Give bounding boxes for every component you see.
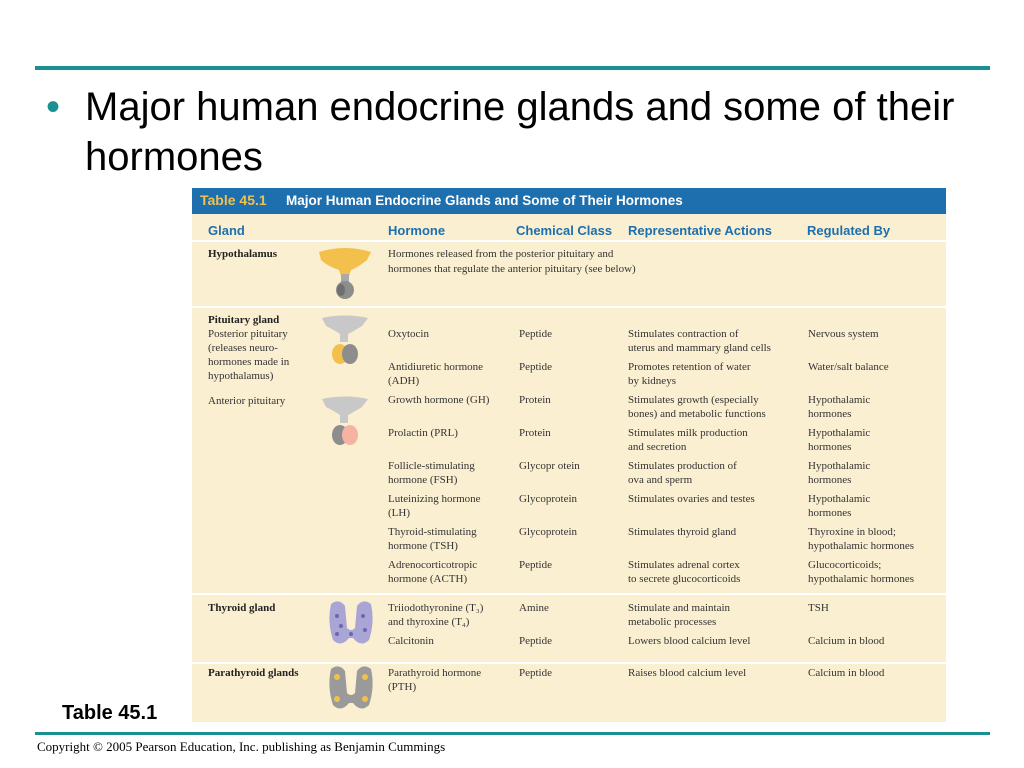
hypothalamus-illustration <box>317 246 373 300</box>
bottom-rule <box>35 732 990 735</box>
posterior-pituitary-label: hormones made in <box>208 356 290 368</box>
table-cell: hormone (ACTH) <box>388 573 468 585</box>
gland-hypothalamus: Hypothalamus <box>208 248 278 260</box>
table-cell: Calcium in blood <box>808 635 885 647</box>
posterior-pituitary-label: (releases neuro- <box>208 342 278 354</box>
divider <box>192 306 946 308</box>
hormone-table <box>192 188 946 722</box>
copyright-notice: Copyright © 2005 Pearson Education, Inc. publishing as Benjamin Cummings <box>37 739 446 754</box>
parathyroid-illustration <box>325 663 377 715</box>
table-cell: Lowers blood calcium level <box>628 635 751 647</box>
table-cell: Calcium in blood <box>808 667 885 679</box>
table-cell: Triiodothyronine (T₃) <box>388 602 484 614</box>
table-cell: Parathyroid hormone <box>388 667 482 679</box>
table-cell: Peptide <box>519 667 552 679</box>
posterior-pituitary-illustration <box>320 314 370 366</box>
table-cell: Thyroid-stimulating <box>388 526 477 538</box>
table-cell: Glucocorticoids; <box>808 559 882 571</box>
posterior-pituitary-label: Posterior pituitary <box>208 328 288 340</box>
table-cell: to secrete glucocorticoids <box>628 573 741 585</box>
column-header-chemical-class: Chemical Class <box>516 223 613 238</box>
table-cell: and secretion <box>628 441 687 453</box>
gland-thyroid: Thyroid gland <box>208 602 276 614</box>
table-cell: Antidiuretic hormone <box>388 361 484 373</box>
divider <box>192 662 946 664</box>
table-cell: Adrenocorticotropic <box>388 559 478 571</box>
table-cell: Oxytocin <box>388 328 429 340</box>
table-cell: Hypothalamic <box>808 427 871 439</box>
table-cell: Stimulates thyroid gland <box>628 526 737 538</box>
table-cell: Stimulates growth (especially <box>628 394 759 406</box>
thyroid-illustration <box>325 598 377 650</box>
table-cell: hormone (TSH) <box>388 540 458 552</box>
table-cell: Hypothalamic <box>808 394 871 406</box>
table-cell: uterus and mammary gland cells <box>628 342 771 354</box>
hypothalamus-note: Hormones released from the posterior pituitary and <box>388 248 614 260</box>
column-header-hormone: Hormone <box>388 223 446 238</box>
table-cell: Stimulate and maintain <box>628 602 731 614</box>
table-cell: hypothalamic hormones <box>808 573 915 585</box>
table-cell: Peptide <box>519 559 552 571</box>
anterior-pituitary-illustration <box>320 395 370 447</box>
table-cell: Glycoprotein <box>519 493 578 505</box>
table-title: Major Human Endocrine Glands and Some of Their Hormones <box>286 193 683 208</box>
table-cell: Stimulates adrenal cortex <box>628 559 740 571</box>
table-cell: bones) and metabolic functions <box>628 408 766 420</box>
table-cell: Peptide <box>519 328 552 340</box>
table-caption: Table 45.1 <box>62 702 158 724</box>
table-cell: hormones <box>808 507 852 519</box>
divider <box>192 593 946 595</box>
table-cell: Stimulates contraction of <box>628 328 739 340</box>
table-cell: Stimulates ovaries and testes <box>628 493 755 505</box>
table-cell: Peptide <box>519 361 552 373</box>
posterior-pituitary-label: hypothalamus) <box>208 370 274 382</box>
table-cell: Stimulates milk production <box>628 427 748 439</box>
table-cell: Water/salt balance <box>808 361 889 373</box>
table-cell: hormone (FSH) <box>388 474 458 486</box>
table-cell: Hypothalamic <box>808 493 871 505</box>
table-cell: Hypothalamic <box>808 460 871 472</box>
column-header-actions: Representative Actions <box>628 223 773 238</box>
table-cell: hormones <box>808 474 852 486</box>
table-header-bar <box>192 188 946 214</box>
table-cell: metabolic processes <box>628 616 717 628</box>
table-cell: Raises blood calcium level <box>628 667 747 679</box>
table-cell: hypothalamic hormones <box>808 540 915 552</box>
anterior-pituitary-label: Anterior pituitary <box>208 395 286 407</box>
table-cell: hormones <box>808 408 852 420</box>
slide-title: Major human endocrine glands and some of their hormones <box>85 85 955 179</box>
hypothalamus-note: hormones that regulate the anterior pituitary (see below) <box>388 263 636 275</box>
column-header-regulated-by: Regulated By <box>807 223 891 238</box>
table-cell: Peptide <box>519 635 552 647</box>
table-cell: hormones <box>808 441 852 453</box>
table-cell: Growth hormone (GH) <box>388 394 490 406</box>
table-cell: (LH) <box>388 507 410 519</box>
table-cell: Stimulates production of <box>628 460 737 472</box>
table-cell: Glycoprotein <box>519 526 578 538</box>
table-cell: by kidneys <box>628 375 676 387</box>
table-cell: Nervous system <box>808 328 879 340</box>
table-cell: Protein <box>519 394 551 406</box>
table-label: Table 45.1 <box>200 192 267 208</box>
table-cell: (ADH) <box>388 375 420 387</box>
table-cell: Prolactin (PRL) <box>388 427 458 439</box>
column-header-gland: Gland <box>208 223 245 238</box>
table-cell: Calcitonin <box>388 635 434 647</box>
table-cell: Glycopr otein <box>519 460 580 472</box>
divider <box>192 240 946 242</box>
table-cell: Thyroxine in blood; <box>808 526 896 538</box>
table-cell: ova and sperm <box>628 474 693 486</box>
table-cell: TSH <box>808 602 829 614</box>
table-cell: Follicle-stimulating <box>388 460 475 472</box>
table-cell: (PTH) <box>388 681 417 693</box>
table-cell: Amine <box>519 602 549 614</box>
gland-pituitary: Pituitary gland <box>208 314 280 326</box>
table-cell: Promotes retention of water <box>628 361 751 373</box>
table-cell: Protein <box>519 427 551 439</box>
gland-parathyroid: Parathyroid glands <box>208 667 299 679</box>
table-cell: Luteinizing hormone <box>388 493 481 505</box>
bullet-marker: • <box>46 85 61 129</box>
top-rule <box>35 66 990 70</box>
table-cell: and thyroxine (T₄) <box>388 616 470 628</box>
